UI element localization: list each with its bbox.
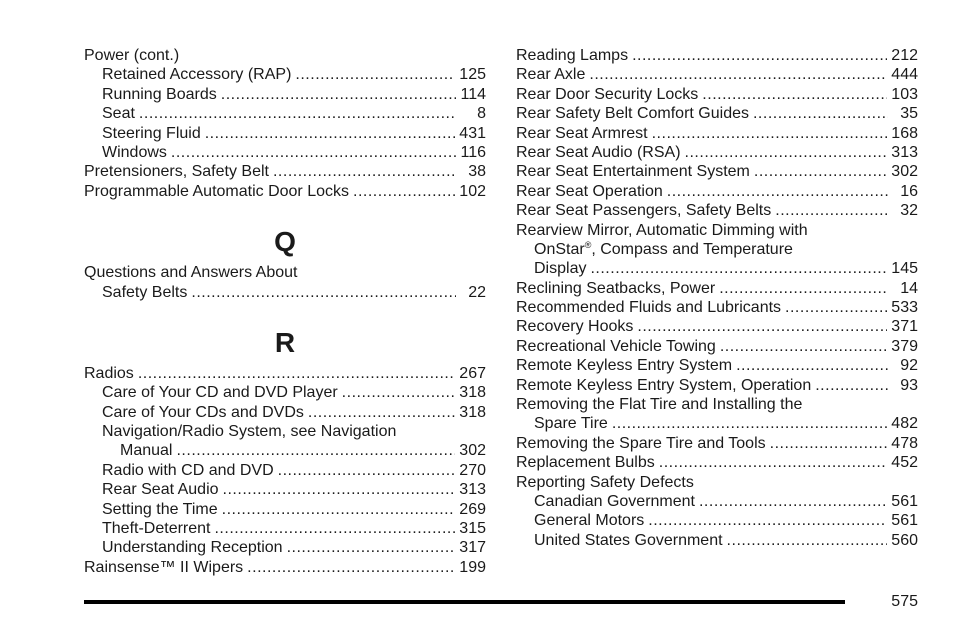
dot-leader	[770, 434, 888, 453]
index-entry-text	[102, 104, 135, 123]
dot-leader	[727, 531, 888, 550]
page-reference: 270	[459, 461, 486, 479]
dot-leader	[171, 143, 456, 162]
index-entry-text	[84, 364, 134, 383]
index-entry	[516, 124, 918, 143]
index-entry-text	[84, 263, 297, 282]
index-entry	[84, 519, 486, 538]
index-entry	[84, 500, 486, 519]
entry-label: Windows	[102, 143, 167, 161]
index-entry-text	[516, 395, 802, 414]
index-entry	[84, 143, 486, 162]
dot-leader	[720, 337, 887, 356]
page-reference: 32	[900, 202, 918, 220]
dot-leader	[273, 162, 456, 181]
index-group-r	[84, 364, 486, 577]
entry-label: Running Boards	[102, 85, 217, 103]
page-reference: 16	[900, 182, 918, 200]
index-entry-text	[84, 558, 243, 577]
dot-leader	[590, 259, 887, 278]
index-entry-text	[102, 500, 218, 519]
page-reference: 302	[459, 442, 486, 460]
page-reference: 561	[891, 492, 918, 510]
page-reference: 533	[891, 299, 918, 317]
entry-label: Rear Seat Operation	[516, 182, 663, 200]
section-letter-r: R	[274, 326, 296, 358]
entry-label: Rear Seat Audio	[102, 481, 219, 499]
registered-mark: ®	[584, 239, 592, 250]
index-entry	[516, 414, 918, 433]
index-entry-text	[534, 414, 608, 433]
index-entry-text	[102, 538, 283, 557]
index-entry	[84, 124, 486, 143]
page-reference: 379	[891, 337, 918, 355]
index-entry	[516, 85, 918, 104]
index-entry-text	[516, 337, 716, 356]
entry-label: Pretensioners, Safety Belt	[84, 163, 269, 181]
index-entry-text	[534, 531, 723, 550]
page-reference: 267	[459, 364, 486, 382]
index-entry-text	[102, 383, 338, 402]
entry-label: Reading Lamps	[516, 47, 629, 64]
index-entry	[516, 356, 918, 375]
index-entry-text	[516, 104, 749, 123]
index-entry-text	[102, 143, 167, 162]
index-entry-text	[516, 162, 750, 181]
index-entry-text	[534, 240, 793, 259]
dot-leader	[754, 162, 887, 181]
dot-leader	[785, 298, 887, 317]
dot-leader	[138, 364, 455, 383]
index-entry-text	[516, 46, 628, 65]
index-entry-text	[516, 201, 771, 220]
dot-leader	[699, 492, 887, 511]
page-reference: 212	[891, 47, 918, 64]
index-entry	[516, 473, 918, 492]
index-entry	[84, 65, 486, 84]
page-reference: 102	[459, 182, 486, 200]
entry-label: Remote Keyless Entry System	[516, 357, 733, 375]
dot-leader	[659, 453, 888, 472]
entry-label: Power (cont.)	[84, 47, 180, 64]
index-entry-text	[534, 492, 695, 511]
index-entry-text	[516, 356, 732, 375]
page-reference: 93	[900, 376, 918, 394]
index-entry	[516, 240, 918, 259]
index-entry	[84, 558, 486, 577]
index-entry-text	[102, 480, 219, 499]
entry-label: Steering Fluid	[102, 124, 201, 142]
entry-label: OnStar	[534, 240, 585, 258]
index-entry-text	[534, 511, 644, 530]
index-entry-text	[516, 124, 648, 143]
dot-leader	[221, 85, 456, 104]
page-reference: 452	[891, 454, 918, 472]
index-entry-text	[516, 298, 781, 317]
entry-label: Spare Tire	[534, 415, 608, 433]
index-entry-text	[84, 162, 269, 181]
index-group-right	[516, 46, 918, 550]
right-index-column	[516, 46, 918, 550]
dot-leader	[637, 317, 887, 336]
entry-label: Rearview Mirror, Automatic Dimming with	[516, 221, 808, 239]
entry-label: Navigation/Radio System, see Navigation	[102, 423, 397, 441]
page-reference: 35	[900, 105, 918, 123]
page-reference: 125	[459, 66, 486, 84]
index-entry	[516, 531, 918, 550]
page-reference: 561	[891, 512, 918, 530]
index-entry	[516, 201, 918, 220]
dot-leader	[205, 124, 456, 143]
entry-label: Rear Safety Belt Comfort Guides	[516, 105, 749, 123]
entry-label: Care of Your CD and DVD Player	[102, 384, 338, 402]
entry-label: Radio with CD and DVD	[102, 461, 274, 479]
index-entry	[84, 461, 486, 480]
index-entry	[516, 143, 918, 162]
page-reference: 313	[459, 481, 486, 499]
index-entry-text	[102, 65, 291, 84]
entry-label: Rainsense™ II Wipers	[84, 558, 244, 576]
section-letter-q: Q	[274, 226, 296, 258]
page-reference: 315	[459, 520, 486, 538]
index-entry-text	[102, 422, 396, 441]
entry-label: Rear Seat Entertainment System	[516, 163, 750, 181]
index-entry	[84, 85, 486, 104]
dot-leader	[295, 65, 455, 84]
index-entry	[516, 279, 918, 298]
index-entry	[84, 263, 486, 282]
index-entry-text	[516, 453, 655, 472]
index-entry-text	[120, 441, 172, 460]
page-reference: 103	[891, 85, 918, 103]
page-reference: 560	[891, 531, 918, 549]
index-entry	[516, 221, 918, 240]
entry-label: Removing the Spare Tire and Tools	[516, 434, 766, 452]
page-reference: 444	[891, 66, 918, 84]
index-entry	[516, 182, 918, 201]
left-index-column	[84, 46, 486, 577]
dot-leader	[222, 500, 456, 519]
page-reference: 114	[460, 85, 486, 103]
index-entry	[516, 395, 918, 414]
entry-label: Theft-Deterrent	[102, 520, 211, 538]
page-reference: 14	[900, 279, 918, 297]
entry-label: General Motors	[534, 512, 645, 530]
index-entry	[516, 492, 918, 511]
entry-label: Manual	[120, 442, 173, 460]
dot-leader	[632, 46, 887, 65]
index-entry-text	[102, 519, 210, 538]
index-entry-text	[516, 317, 633, 336]
dot-leader	[753, 104, 888, 123]
entry-label: Setting the Time	[102, 500, 218, 518]
entry-label: Recovery Hooks	[516, 318, 634, 336]
index-entry	[516, 65, 918, 84]
index-entry-text	[102, 283, 187, 302]
dot-leader	[589, 65, 887, 84]
entry-label: Safety Belts	[102, 283, 188, 301]
index-entry	[84, 283, 486, 302]
index-entry	[516, 298, 918, 317]
page-number: 575	[891, 593, 918, 610]
entry-label: Rear Seat Passengers, Safety Belts	[516, 202, 772, 220]
index-entry	[516, 376, 918, 395]
entry-label: Rear Seat Audio (RSA)	[516, 143, 681, 161]
index-entry-text	[516, 182, 663, 201]
index-entry-text	[534, 259, 586, 278]
index-entry	[84, 422, 486, 441]
index-entry-text	[516, 65, 585, 84]
index-entry	[84, 538, 486, 557]
index-entry	[516, 46, 918, 65]
dot-leader	[287, 538, 456, 557]
dot-leader	[247, 558, 455, 577]
index-entry-text	[516, 279, 715, 298]
dot-leader	[308, 403, 455, 422]
index-entry	[84, 383, 486, 402]
page-reference: 302	[891, 163, 918, 181]
page-reference: 168	[891, 124, 918, 142]
entry-label: Rear Seat Armrest	[516, 124, 648, 142]
dot-leader	[176, 441, 455, 460]
dot-leader	[278, 461, 456, 480]
index-entry-text	[516, 434, 766, 453]
index-entry	[84, 104, 486, 123]
index-entry	[84, 441, 486, 460]
page-reference: 92	[900, 357, 918, 375]
page-reference: 116	[460, 143, 486, 161]
index-entry-text	[102, 461, 274, 480]
entry-label: Reporting Safety Defects	[516, 473, 694, 491]
dot-leader	[223, 480, 456, 499]
entry-label: Remote Keyless Entry System, Operation	[516, 376, 812, 394]
entry-label: Questions and Answers About	[84, 264, 298, 282]
index-entry	[516, 317, 918, 336]
entry-label: Reclining Seatbacks, Power	[516, 279, 716, 297]
page-reference: 478	[891, 434, 918, 452]
dot-leader	[612, 414, 887, 433]
entry-label: Care of Your CDs and DVDs	[102, 403, 304, 421]
dot-leader	[652, 124, 888, 143]
page-reference: 8	[477, 105, 486, 123]
index-entry	[84, 403, 486, 422]
page-reference: 431	[459, 124, 486, 142]
index-entry	[516, 104, 918, 123]
index-entry	[516, 434, 918, 453]
entry-label: Understanding Reception	[102, 539, 283, 557]
page-reference: 371	[891, 318, 918, 336]
entry-label: Rear Door Security Locks	[516, 85, 699, 103]
page-reference: 38	[468, 163, 486, 181]
entry-label: Removing the Flat Tire and Installing the	[516, 396, 803, 414]
index-entry-text	[84, 46, 179, 65]
entry-label: Radios	[84, 364, 134, 382]
index-entry	[516, 162, 918, 181]
entry-label: Retained Accessory (RAP)	[102, 66, 292, 84]
dot-leader	[815, 376, 888, 395]
index-entry-text	[516, 143, 681, 162]
entry-label: Seat	[102, 105, 135, 123]
index-entry	[516, 453, 918, 472]
entry-label: Replacement Bulbs	[516, 454, 655, 472]
index-entry-text	[516, 376, 811, 395]
index-entry-text	[516, 221, 808, 240]
entry-label: Rear Axle	[516, 66, 586, 84]
entry-label: Recreational Vehicle Towing	[516, 337, 716, 355]
page-reference: 269	[459, 500, 486, 518]
dot-leader	[775, 201, 888, 220]
entry-label: Programmable Automatic Door Locks	[84, 182, 349, 200]
entry-label: Canadian Government	[534, 492, 695, 510]
dot-leader	[719, 279, 888, 298]
index-entry-text	[102, 403, 304, 422]
index-entry-text	[84, 182, 349, 201]
index-entry-text	[102, 85, 217, 104]
entry-label: Recommended Fluids and Lubricants	[516, 299, 782, 317]
entry-label: Display	[534, 260, 587, 278]
entry-label: United States Government	[534, 531, 723, 549]
index-entry-text	[102, 124, 201, 143]
index-entry	[84, 182, 486, 201]
page-reference: 318	[459, 384, 486, 402]
index-entry	[84, 364, 486, 383]
page-reference: 318	[459, 403, 486, 421]
dot-leader	[667, 182, 888, 201]
index-entry	[516, 259, 918, 278]
dot-leader	[191, 283, 456, 302]
dot-leader	[702, 85, 887, 104]
dot-leader	[685, 143, 888, 162]
footer-rule	[84, 600, 845, 604]
dot-leader	[139, 104, 456, 123]
page-reference: 482	[891, 415, 918, 433]
dot-leader	[342, 383, 456, 402]
index-entry-text	[516, 85, 698, 104]
index-group-q	[84, 263, 486, 302]
page-reference: 313	[891, 143, 918, 161]
dot-leader	[736, 356, 888, 375]
page-reference: 317	[459, 539, 486, 557]
dot-leader	[648, 511, 887, 530]
page-reference: 199	[459, 558, 486, 576]
index-entry-text	[516, 473, 694, 492]
page-reference: 22	[468, 283, 486, 301]
index-group-p	[84, 46, 486, 201]
dot-leader	[214, 519, 455, 538]
index-entry	[516, 511, 918, 530]
index-entry	[516, 337, 918, 356]
index-entry	[84, 480, 486, 499]
dot-leader	[353, 182, 455, 201]
index-entry	[84, 162, 486, 181]
index-entry	[84, 46, 486, 65]
page-reference: 145	[891, 260, 918, 278]
entry-label-continued: , Compass and Temperature	[591, 240, 793, 258]
